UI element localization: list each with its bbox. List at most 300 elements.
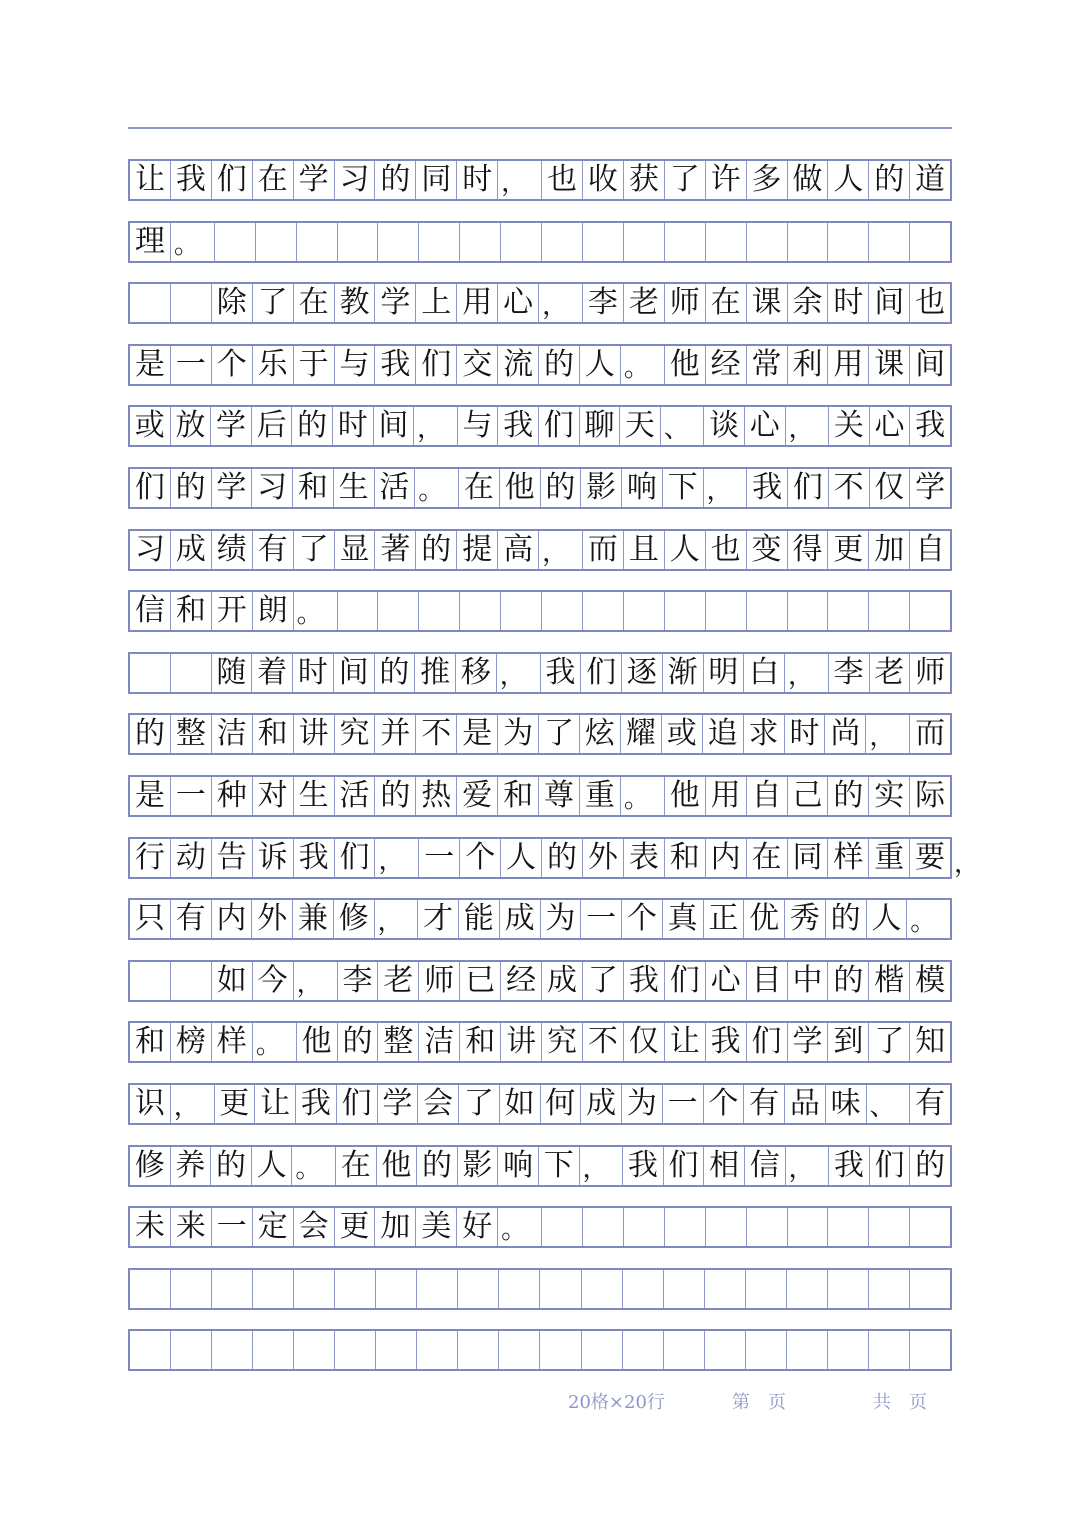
grid-cell: 的 bbox=[539, 346, 580, 384]
grid-cell bbox=[460, 223, 501, 261]
grid-cell bbox=[171, 1270, 212, 1308]
grid-cell: 更 bbox=[335, 1208, 376, 1246]
grid-cell bbox=[417, 1331, 458, 1369]
grid-cell: 老 bbox=[624, 284, 665, 322]
grid-cell bbox=[624, 592, 665, 630]
grid-cell bbox=[664, 1331, 705, 1369]
grid-cell: 影 bbox=[581, 469, 622, 507]
grid-cell: 流 bbox=[498, 346, 539, 384]
grid-cell: 学 bbox=[375, 284, 416, 322]
grid-cell: 内 bbox=[212, 900, 253, 938]
grid-cell bbox=[583, 223, 624, 261]
grid-cell: 而 bbox=[915, 716, 946, 752]
grid-cell: 得 bbox=[788, 531, 829, 569]
grid-cell: 和 bbox=[171, 592, 212, 630]
grid-cell bbox=[583, 1208, 624, 1246]
grid-cell: 的 bbox=[171, 469, 212, 507]
grid-cell bbox=[787, 1331, 828, 1369]
grid-cell bbox=[665, 592, 706, 630]
grid-cell: 和 bbox=[253, 715, 294, 753]
grid-cell: 常 bbox=[747, 346, 788, 384]
grid-cell: 生 bbox=[334, 469, 375, 507]
grid-cell bbox=[747, 592, 788, 630]
grid-cell: 明 bbox=[704, 654, 745, 692]
grid-cell: 提 bbox=[457, 531, 498, 569]
grid-cell: 逐 bbox=[622, 654, 663, 692]
grid-cell: 人 bbox=[580, 346, 621, 384]
grid-cell: 何 bbox=[541, 1085, 582, 1123]
grid-cell: 到 bbox=[828, 1023, 869, 1061]
grid-cell: 的 bbox=[211, 1147, 252, 1185]
grid-cell: 与 bbox=[458, 407, 499, 445]
grid-cell: 我 bbox=[171, 161, 212, 199]
grid-cell: 且 bbox=[624, 531, 665, 569]
grid-cell: 对 bbox=[253, 777, 294, 815]
grid-cell: 正 bbox=[704, 900, 745, 938]
grid-cell: 实 bbox=[869, 777, 910, 815]
grid-cell: 我 bbox=[915, 408, 946, 444]
grid-cell: 推 bbox=[415, 654, 456, 692]
grid-cell: ， bbox=[497, 654, 541, 692]
grid-cell: 更 bbox=[828, 531, 869, 569]
grid-cell: 道 bbox=[915, 162, 946, 197]
grid-cell: 收 bbox=[583, 161, 624, 199]
grid-cell: 时 bbox=[785, 715, 826, 753]
grid-cell bbox=[376, 1331, 417, 1369]
grid-cell: 榜 bbox=[171, 1023, 212, 1061]
grid-cell bbox=[130, 962, 171, 1000]
footer-page-number: 第 页 bbox=[732, 1392, 786, 1413]
grid-cell bbox=[215, 223, 256, 261]
grid-cell bbox=[335, 1331, 376, 1369]
grid-cell: 学 bbox=[915, 470, 946, 505]
grid-cell bbox=[705, 1331, 746, 1369]
grid-cell: 我 bbox=[541, 654, 582, 692]
grid-cell: 们 bbox=[212, 161, 253, 199]
grid-cell: ， bbox=[414, 407, 458, 445]
grid-cell: 仅 bbox=[624, 1023, 665, 1061]
grid-cell: 而 bbox=[583, 531, 624, 569]
grid-row bbox=[128, 960, 952, 1002]
grid-cell: 绩 bbox=[212, 531, 253, 569]
grid-cell: 除 bbox=[212, 284, 253, 322]
grid-cell: 老 bbox=[870, 654, 911, 692]
grid-cell: 重 bbox=[580, 777, 621, 815]
grid-cell: 下 bbox=[539, 1147, 580, 1185]
grid-cell bbox=[253, 1270, 294, 1308]
grid-cell bbox=[664, 1270, 705, 1308]
grid-cell: 心 bbox=[870, 407, 911, 445]
grid-cell: 、 bbox=[661, 407, 705, 445]
grid-cell: 洁 bbox=[212, 715, 253, 753]
grid-cell: 人 bbox=[867, 900, 908, 938]
grid-cell: 著 bbox=[375, 531, 416, 569]
grid-cell bbox=[335, 1270, 376, 1308]
grid-cell bbox=[910, 1331, 950, 1369]
grid-cell: 未 bbox=[130, 1208, 171, 1246]
grid-cell: 加 bbox=[375, 1208, 416, 1246]
grid-cell: 们 bbox=[747, 1023, 788, 1061]
grid-cell bbox=[419, 592, 460, 630]
grid-cell: 要 bbox=[915, 839, 946, 875]
grid-cell bbox=[499, 1331, 540, 1369]
grid-cell: ， bbox=[785, 654, 829, 692]
grid-cell: 个 bbox=[212, 346, 253, 384]
grid-cell: 多 bbox=[747, 161, 788, 199]
grid-cell bbox=[171, 1331, 212, 1369]
grid-cell: 活 bbox=[335, 777, 376, 815]
grid-cell bbox=[869, 592, 910, 630]
grid-cell: 秀 bbox=[785, 900, 826, 938]
grid-cell: 与 bbox=[335, 346, 376, 384]
grid-cell: 了 bbox=[869, 1023, 910, 1061]
grid-row bbox=[128, 1268, 952, 1310]
grid-cell: 追 bbox=[703, 715, 744, 753]
grid-cell: 经 bbox=[706, 346, 747, 384]
grid-cell: 目 bbox=[747, 962, 788, 1000]
grid-cell: 的 bbox=[828, 962, 869, 1000]
grid-cell: 自 bbox=[915, 531, 946, 567]
grid-cell: ， bbox=[498, 161, 542, 199]
grid-cell: 学 bbox=[294, 161, 335, 199]
grid-cell: 只 bbox=[130, 900, 171, 938]
grid-cell: 心 bbox=[498, 284, 539, 322]
grid-cell: 习 bbox=[335, 161, 376, 199]
grid-cell: 的 bbox=[375, 777, 416, 815]
grid-cell bbox=[294, 1270, 335, 1308]
grid-cell bbox=[746, 1270, 787, 1308]
grid-cell: 有 bbox=[915, 1086, 946, 1121]
grid-cell: 。 bbox=[253, 1023, 297, 1061]
grid-cell: 讲 bbox=[501, 1023, 542, 1061]
grid-cell: ， bbox=[580, 1147, 624, 1185]
grid-cell: 课 bbox=[747, 284, 788, 322]
grid-cell: 耀 bbox=[621, 715, 662, 753]
grid-cell: 做 bbox=[788, 161, 829, 199]
grid-cell: ， bbox=[294, 962, 338, 1000]
grid-cell: 外 bbox=[583, 839, 624, 877]
grid-cell: 他 bbox=[665, 777, 706, 815]
grid-cell: 定 bbox=[253, 1208, 294, 1246]
grid-cell: ， bbox=[786, 1147, 830, 1185]
grid-cell: 响 bbox=[622, 469, 663, 507]
grid-cell: 成 bbox=[500, 900, 541, 938]
grid-cell: ， bbox=[866, 715, 910, 753]
grid-cell: 时 bbox=[457, 161, 498, 199]
grid-cell: 为 bbox=[498, 715, 539, 753]
grid-cell: 已 bbox=[460, 962, 501, 1000]
grid-cell: 习 bbox=[252, 469, 293, 507]
grid-cell: 间 bbox=[374, 407, 415, 445]
grid-cell: 影 bbox=[458, 1147, 499, 1185]
grid-cell: 师 bbox=[915, 654, 946, 690]
grid-cell: 理 bbox=[130, 223, 171, 261]
grid-cell: 洁 bbox=[419, 1023, 460, 1061]
grid-cell bbox=[747, 223, 788, 261]
grid-cell: 上 bbox=[416, 284, 457, 322]
grid-cell: 间 bbox=[334, 654, 375, 692]
grid-cell: 我 bbox=[706, 1023, 747, 1061]
grid-cell: 习 bbox=[130, 531, 171, 569]
grid-cell: 我 bbox=[623, 1147, 664, 1185]
grid-cell: 信 bbox=[745, 1147, 786, 1185]
grid-cell: 人 bbox=[665, 531, 706, 569]
grid-cell bbox=[130, 1270, 171, 1308]
grid-cell: 开 bbox=[212, 592, 253, 630]
grid-cell: 了 bbox=[539, 715, 580, 753]
footer-grid-spec: 20格×20行 bbox=[568, 1392, 665, 1413]
grid-cell: 的 bbox=[915, 1147, 946, 1183]
grid-cell bbox=[828, 223, 869, 261]
grid-cell bbox=[458, 1270, 499, 1308]
grid-cell: 人 bbox=[501, 839, 542, 877]
grid-cell: 的 bbox=[375, 654, 416, 692]
grid-cell: 美 bbox=[416, 1208, 457, 1246]
grid-cell: ， bbox=[704, 469, 748, 507]
grid-cell: 们 bbox=[581, 654, 622, 692]
grid-cell bbox=[417, 1270, 458, 1308]
grid-row bbox=[128, 1206, 952, 1248]
grid-cell: 和 bbox=[460, 1023, 501, 1061]
grid-cell: 余 bbox=[788, 284, 829, 322]
grid-cell: 教 bbox=[335, 284, 376, 322]
grid-cell: 并 bbox=[375, 715, 416, 753]
grid-cell bbox=[583, 592, 624, 630]
grid-cell: 究 bbox=[335, 715, 376, 753]
grid-cell bbox=[130, 1331, 171, 1369]
grid-cell: 学 bbox=[788, 1023, 829, 1061]
grid-cell: 下 bbox=[663, 469, 704, 507]
grid-cell bbox=[171, 654, 212, 692]
grid-cell bbox=[910, 223, 950, 261]
grid-cell: 学 bbox=[378, 1085, 419, 1123]
grid-cell: 诉 bbox=[253, 839, 294, 877]
grid-cell: 自 bbox=[747, 777, 788, 815]
grid-cell: 他 bbox=[377, 1147, 418, 1185]
grid-cell bbox=[540, 1270, 581, 1308]
grid-cell: 重 bbox=[869, 839, 910, 877]
grid-cell: 我 bbox=[498, 407, 539, 445]
grid-cell: 个 bbox=[622, 900, 663, 938]
grid-cell bbox=[338, 592, 379, 630]
grid-cell: 相 bbox=[704, 1147, 745, 1185]
grid-cell: 的 bbox=[869, 161, 910, 199]
grid-cell bbox=[706, 1208, 747, 1246]
grid-cell: 聊 bbox=[580, 407, 621, 445]
grid-cell: 白 bbox=[744, 654, 785, 692]
grid-cell: 在 bbox=[294, 284, 335, 322]
grid-cell bbox=[828, 1208, 869, 1246]
grid-cell: 我 bbox=[375, 346, 416, 384]
grid-cell bbox=[828, 1331, 869, 1369]
grid-cell bbox=[869, 223, 910, 261]
grid-row bbox=[128, 221, 952, 263]
grid-cell: 动 bbox=[171, 839, 212, 877]
grid-row bbox=[128, 467, 952, 509]
grid-cell bbox=[458, 1331, 499, 1369]
grid-cell bbox=[540, 1331, 581, 1369]
grid-cell: 尊 bbox=[539, 777, 580, 815]
grid-cell bbox=[297, 223, 338, 261]
grid-cell: 和 bbox=[293, 469, 334, 507]
grid-row bbox=[128, 344, 952, 386]
grid-cell bbox=[746, 1331, 787, 1369]
grid-cell: 为 bbox=[541, 900, 582, 938]
grid-cell: 不 bbox=[583, 1023, 624, 1061]
grid-cell: 在 bbox=[253, 161, 294, 199]
grid-cell: 一 bbox=[663, 1085, 704, 1123]
grid-cell: 关 bbox=[829, 407, 870, 445]
grid-cell: 成 bbox=[542, 962, 583, 1000]
grid-cell: 让 bbox=[130, 161, 171, 199]
grid-row bbox=[128, 713, 952, 755]
grid-cell: 经 bbox=[501, 962, 542, 1000]
grid-cell: 我 bbox=[747, 469, 788, 507]
grid-cell bbox=[910, 1270, 950, 1308]
grid-cell bbox=[910, 592, 950, 630]
grid-cell: 交 bbox=[457, 346, 498, 384]
grid-cell: 炫 bbox=[580, 715, 621, 753]
grid-cell: 一 bbox=[171, 346, 212, 384]
footer-total-pages: 共 页 bbox=[873, 1392, 927, 1413]
grid-cell bbox=[582, 1270, 623, 1308]
grid-cell: 求 bbox=[744, 715, 785, 753]
grid-cell: 仅 bbox=[870, 469, 911, 507]
grid-cell bbox=[419, 223, 460, 261]
grid-row bbox=[128, 652, 952, 694]
grid-cell: 我 bbox=[294, 839, 335, 877]
grid-cell: 的 bbox=[130, 715, 171, 753]
grid-row bbox=[128, 405, 952, 447]
grid-cell: ， bbox=[171, 1085, 215, 1123]
grid-cell bbox=[788, 223, 829, 261]
grid-cell bbox=[499, 1270, 540, 1308]
grid-cell: 模 bbox=[915, 962, 946, 998]
grid-cell: 们 bbox=[539, 407, 580, 445]
grid-cell: ， bbox=[539, 531, 583, 569]
grid-cell: 也 bbox=[915, 285, 946, 321]
grid-cell bbox=[582, 1331, 623, 1369]
grid-cell bbox=[378, 592, 419, 630]
grid-cell: 也 bbox=[706, 531, 747, 569]
grid-cell: 的 bbox=[417, 1147, 458, 1185]
grid-cell: 老 bbox=[378, 962, 419, 1000]
grid-cell: 优 bbox=[744, 900, 785, 938]
grid-cell: ， bbox=[375, 839, 419, 877]
grid-cell: 后 bbox=[252, 407, 293, 445]
grid-cell bbox=[828, 592, 869, 630]
grid-cell bbox=[788, 1208, 829, 1246]
grid-cell: 信 bbox=[130, 592, 171, 630]
grid-cell: 渐 bbox=[663, 654, 704, 692]
grid-cell: 热 bbox=[416, 777, 457, 815]
grid-row bbox=[128, 898, 952, 940]
grid-cell bbox=[130, 654, 171, 692]
grid-cell: 修 bbox=[130, 1147, 171, 1185]
grid-cell: 谈 bbox=[704, 407, 745, 445]
grid-cell bbox=[130, 284, 171, 322]
grid-cell bbox=[338, 223, 379, 261]
grid-cell: 让 bbox=[665, 1023, 706, 1061]
grid-row bbox=[128, 837, 952, 879]
grid-cell bbox=[501, 223, 542, 261]
grid-cell: 心 bbox=[745, 407, 786, 445]
grid-cell: 利 bbox=[788, 346, 829, 384]
grid-cell: 己 bbox=[788, 777, 829, 815]
grid-cell: 整 bbox=[378, 1023, 419, 1061]
grid-cell: 用 bbox=[457, 284, 498, 322]
grid-cell bbox=[624, 1208, 665, 1246]
grid-cell: 是 bbox=[130, 777, 171, 815]
grid-cell: 才 bbox=[418, 900, 459, 938]
grid-cell: 整 bbox=[171, 715, 212, 753]
grid-cell bbox=[787, 1270, 828, 1308]
grid-cell: 获 bbox=[624, 161, 665, 199]
grid-cell: 为 bbox=[622, 1085, 663, 1123]
grid-cell: 了 bbox=[294, 531, 335, 569]
grid-cell: 师 bbox=[665, 284, 706, 322]
grid-cell: 如 bbox=[212, 962, 253, 1000]
grid-cell bbox=[706, 223, 747, 261]
grid-cell: 的 bbox=[292, 407, 333, 445]
grid-cell: 们 bbox=[665, 962, 706, 1000]
grid-cell: 有 bbox=[171, 900, 212, 938]
grid-cell bbox=[665, 1208, 706, 1246]
grid-cell: 时 bbox=[828, 284, 869, 322]
grid-row bbox=[128, 282, 952, 324]
grid-cell: 一 bbox=[171, 777, 212, 815]
grid-cell: 个 bbox=[460, 839, 501, 877]
grid-cell bbox=[542, 592, 583, 630]
grid-cell bbox=[501, 592, 542, 630]
grid-cell: 人 bbox=[828, 161, 869, 199]
grid-cell: 放 bbox=[171, 407, 212, 445]
grid-cell bbox=[253, 1331, 294, 1369]
grid-cell: 。 bbox=[415, 469, 459, 507]
grid-cell: 。 bbox=[621, 777, 665, 815]
grid-cell: 行 bbox=[130, 839, 171, 877]
grid-cell: 在 bbox=[706, 284, 747, 322]
grid-cell: 成 bbox=[171, 531, 212, 569]
grid-cell: 间 bbox=[869, 284, 910, 322]
grid-cell: 。 bbox=[294, 592, 338, 630]
grid-cell: 样 bbox=[828, 839, 869, 877]
grid-cell: 好 bbox=[457, 1208, 498, 1246]
grid-cell bbox=[542, 1208, 583, 1246]
grid-cell bbox=[212, 1270, 253, 1308]
grid-cell: 乐 bbox=[253, 346, 294, 384]
grid-row bbox=[128, 1145, 952, 1187]
grid-cell: 养 bbox=[171, 1147, 212, 1185]
grid-cell: 的 bbox=[541, 469, 582, 507]
grid-cell: 生 bbox=[294, 777, 335, 815]
grid-cell: 外 bbox=[252, 900, 293, 938]
grid-cell: 了 bbox=[583, 962, 624, 1000]
grid-cell: 爱 bbox=[457, 777, 498, 815]
grid-cell: 用 bbox=[828, 346, 869, 384]
overflow-punctuation: ， bbox=[954, 848, 981, 879]
grid-cell: 变 bbox=[747, 531, 788, 569]
grid-cell: 如 bbox=[500, 1085, 541, 1123]
grid-cell bbox=[256, 223, 297, 261]
grid-cell bbox=[171, 962, 212, 1000]
grid-cell bbox=[212, 1331, 253, 1369]
grid-cell bbox=[706, 592, 747, 630]
grid-cell: 显 bbox=[335, 531, 376, 569]
grid-cell: 尚 bbox=[825, 715, 866, 753]
grid-cell: 在 bbox=[459, 469, 500, 507]
grid-cell bbox=[623, 1270, 664, 1308]
